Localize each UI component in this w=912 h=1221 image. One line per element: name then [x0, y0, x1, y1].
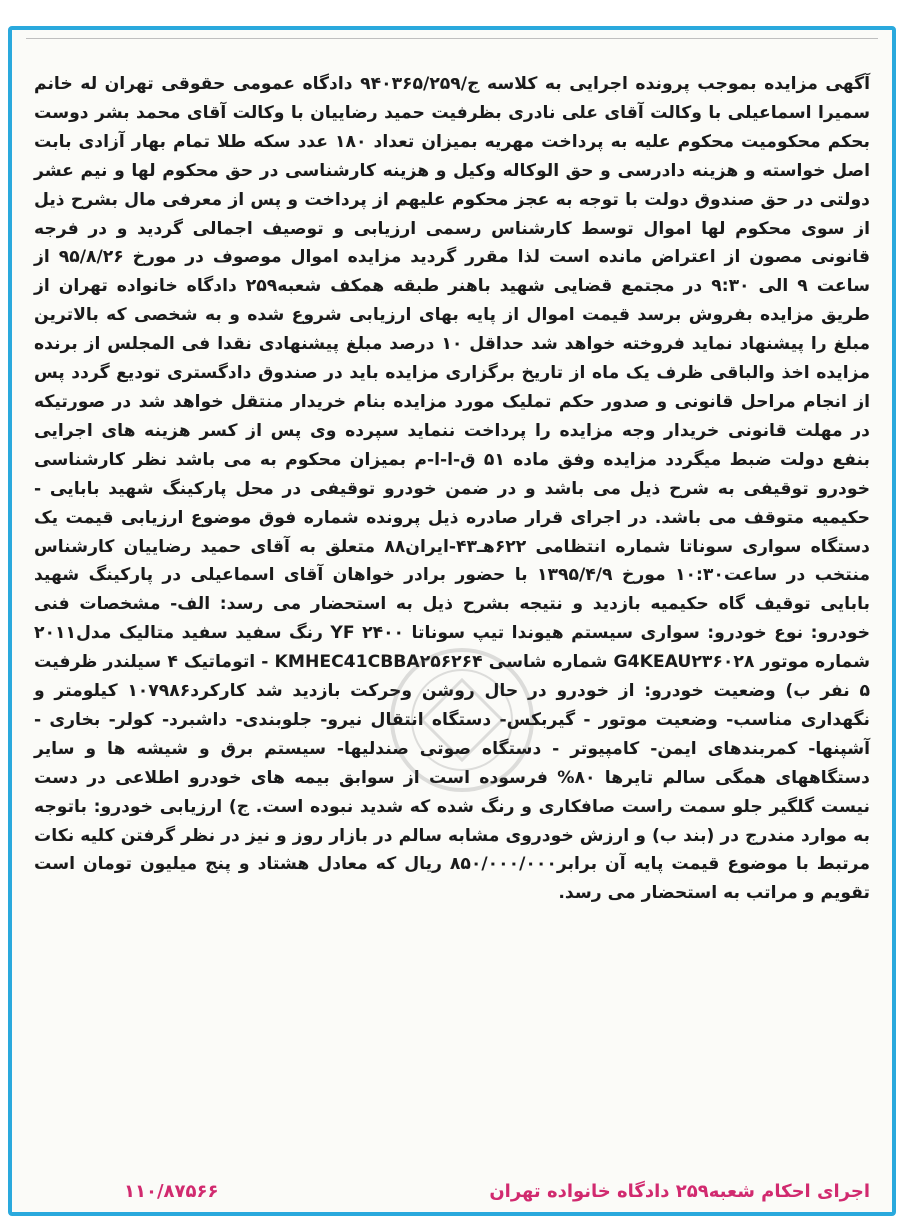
ad-footer — [34, 1181, 870, 1202]
footer-code: ۱۱۰/۸۷۵۶۶ — [124, 1181, 219, 1202]
top-rule — [26, 38, 878, 39]
footer-signature: اجرای احکام شعبه۲۵۹ دادگاه خانواده تهران — [489, 1181, 870, 1202]
ad-frame — [8, 26, 896, 1216]
ad-body — [34, 70, 870, 908]
ad-paragraph: آگهی مزایده بموجب پرونده اجرایی به کلاسه ج/۹۴۰۳۶۵/۲۵۹ دادگاه عمومی حقوقی تهران له خانم سمیرا اسماعیلی با وکالت آقای علی نادری بظرفیت حمید رضاییان با وکالت آقای محمد بشر دوست بحکم محکومیت محکوم علیه به پرداخت مهریه بمیزان تعداد ۱۸۰ عدد سکه طلا تمام بهار آزادی بابت اصل خواسته و هزینه دادرسی و حق الوکاله وکیل و هزینه کارشناسی در حق محکوم لها و نیم عشر دولتی در حق صندوق دولت با توجه به عجز محکوم علیهم از پرداخت و پس از معرفی مال بشرح ذیل از سوی محکوم لها اموال توسط کارشناس رسمی ارزیابی و توصیف اجمالی گردید و در فرجه قانونی مصون از اعتراض مانده است لذا مقرر گردید مزایده اموال موصوف در مورخ ۹۵/۸/۲۶ از ساعت ۹ الی ۹:۳۰ در مجتمع قضایی شهید باهنر طبقه همکف شعبه۲۵۹ دادگاه خانواده تهران از طریق مزایده بفروش برسد قیمت اموال از پایه بهای ارزیابی شروع شده و به شخصی که بالاترین مبلغ را پیشنهاد نماید فروخته خواهد شد حداقل ۱۰ درصد مبلغ پیشنهادی نقدا فی المجلس از برنده مزایده اخذ والباقی ظرف یک ماه از تاریخ برگزاری مزایده باید در صندوق دادگستری تودیع گردد پس از انجام مراحل قانونی و صدور حکم تملیک مورد مزایده بنام خریدار منتقل خواهد شد در صورتیکه در مهلت قانونی خریدار وجه مزایده را پرداخت ننماید سپرده وی پس از کسر هزینه های اجرایی بنفع دولت ضبط میگردد مزایده وفق ماده ۵۱ ق-ا-ا-م بمیزان محکوم به می باشد نظر کارشناسی خودرو توقیفی به شرح ذیل می باشد و در ضمن خودرو توقیفی در محل پارکینگ شهید بابایی - حکیمیه متوقف می باشد. در اجرای قرار صادره ذیل پرونده شماره فوق موضوع ارزیابی قیمت یک دستگاه سواری سوناتا شماره انتظامی ۶۲۲هـ۴۳-ایران۸۸ متعلق به آقای حمید رضاییان کارشناس منتخب در ساعت۱۰:۳۰ مورخ ۱۳۹۵/۴/۹ با حضور برادر خواهان آقای اسماعیلی در پارکینگ شهید بابایی توقیف گاه حکیمیه بازدید و نتیجه بشرح ذیل به استحضار می رسد: الف- مشخصات فنی خودرو: نوع خودرو: سواری سیستم هیوندا تیپ سوناتا YF ۲۴۰۰ رنگ سفید سفید متالیک مدل۲۰۱۱ شماره موتور G4KEAU۲۳۶۰۲۸ شماره شاسی KMHEC41CBBA۲۵۶۲۶۴ - اتوماتیک ۴ سیلندر ظرفیت ۵ نفر ب) وضعیت خودرو: از خودرو در حال روشن وحرکت بازدید شد کارکرد۱۰۷۹۸۶ کیلومتر و نگهداری مناسب- وضعیت موتور - گیربکس- دستگاه انتقال نیرو- جلوبندی- داشبرد- کولر- بخاری - آشپنها- کمربندهای ایمن- کامپیوتر - دستگاه صوتی صندلیها- سیستم برق و شیشه ها و سایر دستگاههای همگی سالم تایرها ۸۰% فرسوده است از سوابق بیمه های خودرو اطلاعی در دست نیست گلگیر جلو سمت راست صافکاری و رنگ شده که شدید نبوده است. ج) ارزیابی خودرو: باتوجه به موارد مندرج در (بند ب) و ارزش خودروی مشابه سالم در بازار روز و نیز در نظر گرفتن کلیه نکات مرتبط با موضوع قیمت پایه آن برابر۸۵۰/۰۰۰/۰۰۰ ریال که معادل هشتاد و پنج میلیون تومان است تقویم و مراتب به استحضار می رسد. — [34, 74, 871, 904]
